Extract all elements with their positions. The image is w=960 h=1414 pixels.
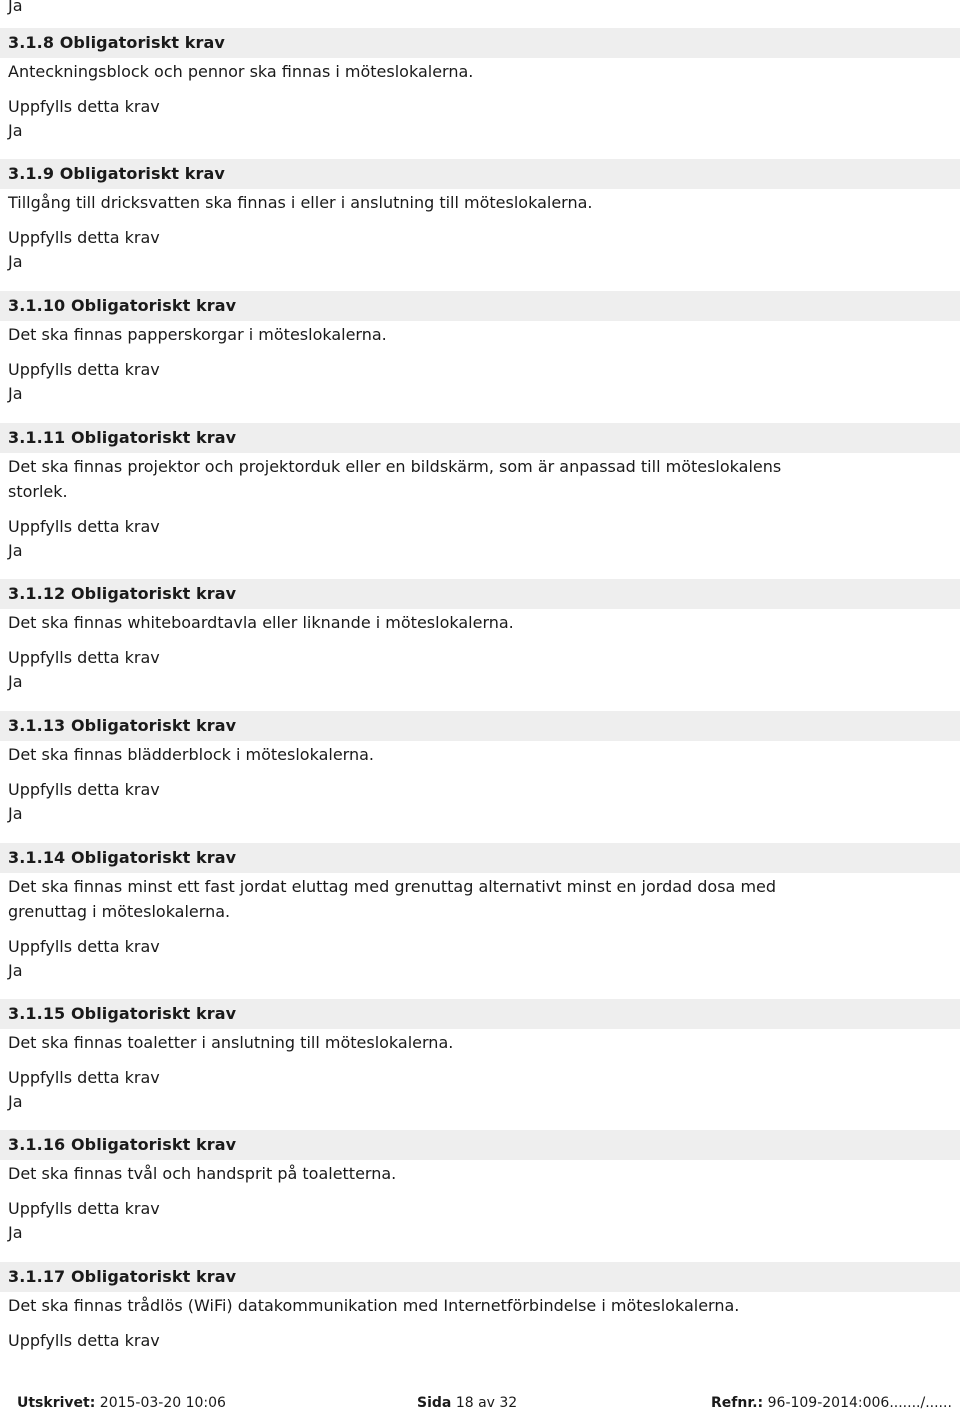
requirement-answer: Ja	[8, 252, 23, 271]
requirement-heading: 3.1.17 Obligatoriskt krav	[0, 1262, 960, 1292]
requirement-block	[0, 1130, 960, 1245]
requirement-answer: Ja	[8, 804, 23, 823]
requirement-answer: Ja	[8, 961, 23, 980]
requirement-heading: 3.1.12 Obligatoriskt krav	[0, 579, 960, 609]
requirement-question: Uppfylls detta krav	[8, 780, 160, 799]
printed-value: 2015-03-20 10:06	[99, 1395, 226, 1411]
requirement-block	[0, 1262, 960, 1353]
requirement-text: Det ska finnas minst ett fast jordat eluttag med grenuttag alternativt minst en jordad dosa med grenuttag i möteslokalerna.	[8, 877, 777, 921]
requirement-heading: 3.1.11 Obligatoriskt krav	[0, 423, 960, 453]
requirement-question: Uppfylls detta krav	[8, 360, 160, 379]
requirement-block	[0, 159, 960, 274]
requirement-block	[0, 999, 960, 1114]
requirement-question: Uppfylls detta krav	[8, 937, 160, 956]
requirement-block	[0, 291, 960, 406]
requirement-text: Det ska finnas tvål och handsprit på toaletterna.	[8, 1164, 397, 1183]
requirement-block	[0, 579, 960, 694]
requirement-block	[0, 423, 960, 563]
requirement-answer: Ja	[8, 121, 23, 140]
reference-number	[711, 1392, 952, 1414]
requirement-text: Det ska finnas whiteboardtavla eller liknande i möteslokalerna.	[8, 613, 514, 632]
ref-value: 96-109-2014:006......./......	[767, 1395, 952, 1411]
requirement-question: Uppfylls detta krav	[8, 648, 160, 667]
requirement-block	[0, 28, 960, 143]
requirement-text: Det ska finnas papperskorgar i möteslokalerna.	[8, 325, 387, 344]
requirement-heading: 3.1.8 Obligatoriskt krav	[0, 28, 960, 58]
page-value: 18 av 32	[455, 1395, 518, 1411]
page-number	[417, 1392, 517, 1414]
requirement-question: Uppfylls detta krav	[8, 228, 160, 247]
requirement-text: Det ska finnas toaletter i anslutning till möteslokalerna.	[8, 1033, 454, 1052]
requirement-block	[0, 711, 960, 826]
printed-date	[17, 1392, 226, 1414]
requirement-heading: 3.1.9 Obligatoriskt krav	[0, 159, 960, 189]
requirement-answer: Ja	[8, 1223, 23, 1242]
previous-answer: Ja	[8, 0, 23, 15]
page-label: Sida	[417, 1395, 452, 1411]
requirement-heading: 3.1.16 Obligatoriskt krav	[0, 1130, 960, 1160]
requirement-text: Det ska finnas projektor och projektorduk eller en bildskärm, som är anpassad till möteslokalens storlek.	[8, 457, 782, 501]
requirement-answer: Ja	[8, 672, 23, 691]
requirement-heading: 3.1.13 Obligatoriskt krav	[0, 711, 960, 741]
requirement-heading: 3.1.15 Obligatoriskt krav	[0, 999, 960, 1029]
requirement-text: Anteckningsblock och pennor ska finnas i möteslokalerna.	[8, 62, 474, 81]
page-footer	[17, 1392, 960, 1414]
requirement-answer: Ja	[8, 384, 23, 403]
ref-label: Refnr.:	[711, 1395, 764, 1411]
requirement-text: Det ska finnas blädderblock i möteslokalerna.	[8, 745, 374, 764]
requirement-heading: 3.1.14 Obligatoriskt krav	[0, 843, 960, 873]
requirement-answer: Ja	[8, 541, 23, 560]
requirement-question: Uppfylls detta krav	[8, 97, 160, 116]
requirement-question: Uppfylls detta krav	[8, 1068, 160, 1087]
requirement-text: Tillgång till dricksvatten ska finnas i eller i anslutning till möteslokalerna.	[8, 193, 593, 212]
requirement-text: Det ska finnas trådlös (WiFi) datakommunikation med Internetförbindelse i möteslokalerna.	[8, 1296, 740, 1315]
requirement-heading: 3.1.10 Obligatoriskt krav	[0, 291, 960, 321]
requirement-question: Uppfylls detta krav	[8, 517, 160, 536]
requirement-block	[0, 843, 960, 983]
requirement-question: Uppfylls detta krav	[8, 1331, 160, 1350]
requirement-answer: Ja	[8, 1092, 23, 1111]
requirement-question: Uppfylls detta krav	[8, 1199, 160, 1218]
printed-label: Utskrivet:	[17, 1395, 96, 1411]
